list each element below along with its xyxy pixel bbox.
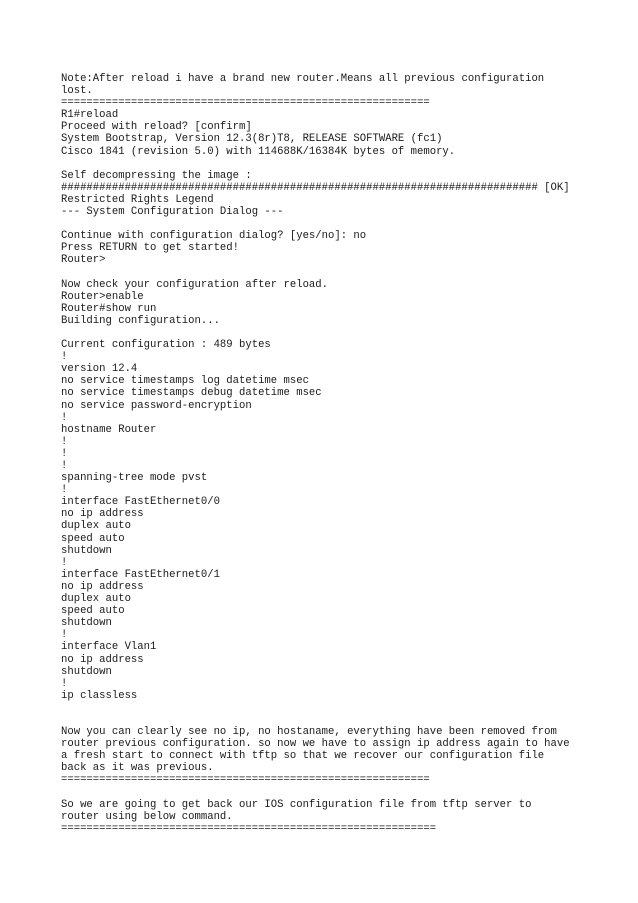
document-line xyxy=(61,218,621,230)
document-line: lost. xyxy=(61,85,93,98)
document-line: Router#show run xyxy=(61,302,157,315)
document-line: Proceed with reload? [confirm] xyxy=(61,121,252,134)
document-line: ========================================================== xyxy=(61,97,430,110)
document-line: ! xyxy=(61,677,68,690)
document-line xyxy=(61,702,621,714)
document-line: interface Vlan1 xyxy=(61,641,157,654)
document-line: speed auto xyxy=(61,605,125,618)
document-line: ########################################################################### [OK] xyxy=(61,181,570,194)
document-line: interface FastEthernet0/1 xyxy=(61,568,220,581)
document-line: ! xyxy=(61,484,68,497)
document-line: Self decompressing the image : xyxy=(61,169,252,182)
document-line: ! xyxy=(61,351,68,364)
document-line: shutdown xyxy=(61,665,112,678)
document-line: spanning-tree mode pvst xyxy=(61,472,208,485)
document-line: version 12.4 xyxy=(61,363,138,376)
document-line: Router> xyxy=(61,254,106,267)
document-line: Now check your configuration after reload. xyxy=(61,278,329,291)
document-line: no service timestamps log datetime msec xyxy=(61,375,309,388)
document-line: So we are going to get back our IOS configuration file from tftp server to xyxy=(61,798,532,811)
document-line: --- System Configuration Dialog --- xyxy=(61,206,284,219)
document-line: ! xyxy=(61,411,68,424)
document-line: ip classless xyxy=(61,689,138,702)
document-line: Cisco 1841 (revision 5.0) with 114688K/16384K bytes of memory. xyxy=(61,145,456,158)
document-line: Note:After reload i have a brand new router.Means all previous configuration xyxy=(61,73,545,85)
document-line: router previous configuration. so now we have to assign ip address again to have xyxy=(61,738,570,751)
document-line: no ip address xyxy=(61,508,144,521)
document-line: hostname Router xyxy=(61,423,157,436)
document-line: no ip address xyxy=(61,653,144,666)
document-line xyxy=(61,714,621,726)
document-line: R1#reload xyxy=(61,109,119,122)
document-line xyxy=(61,267,621,279)
document-line: back as it was previous. xyxy=(61,762,214,775)
document-line: ! xyxy=(61,447,68,460)
document-line xyxy=(61,327,621,339)
document-line: Current configuration : 489 bytes xyxy=(61,339,271,352)
document-line xyxy=(61,158,621,170)
document-line: ! xyxy=(61,460,68,472)
document-line: ! xyxy=(61,556,68,569)
document-line: System Bootstrap, Version 12.3(8r)T8, RELEASE SOFTWARE (fc1) xyxy=(61,133,443,146)
document-line: speed auto xyxy=(61,532,125,545)
document-line: duplex auto xyxy=(61,520,131,533)
document-line: interface FastEthernet0/0 xyxy=(61,496,220,509)
document-line: shutdown xyxy=(61,544,112,557)
document-line xyxy=(61,787,621,799)
document-line: no service password-encryption xyxy=(61,399,252,412)
document-line: no service timestamps debug datetime msec xyxy=(61,387,322,400)
document-line: shutdown xyxy=(61,617,112,630)
document-line: Restricted Rights Legend xyxy=(61,193,214,206)
document-line: =========================================================== xyxy=(61,822,437,835)
document-line: Press RETURN to get started! xyxy=(61,242,240,255)
document-line: duplex auto xyxy=(61,593,131,606)
document-line: ! xyxy=(61,435,68,448)
document-line: Router>enable xyxy=(61,290,144,303)
document-line: Continue with configuration dialog? [yes/no]: no xyxy=(61,230,367,243)
document-line: Building configuration... xyxy=(61,314,220,327)
document-line: ========================================================== xyxy=(61,774,430,787)
document-line: Now you can clearly see no ip, no hostaname, everything have been removed from xyxy=(61,726,557,739)
document-line: a fresh start to connect with tftp so that we recover our configuration file xyxy=(61,750,545,763)
document-line: ! xyxy=(61,629,68,642)
document-line: router using below command. xyxy=(61,810,233,823)
document-body xyxy=(61,73,621,835)
document-line: no ip address xyxy=(61,580,144,593)
